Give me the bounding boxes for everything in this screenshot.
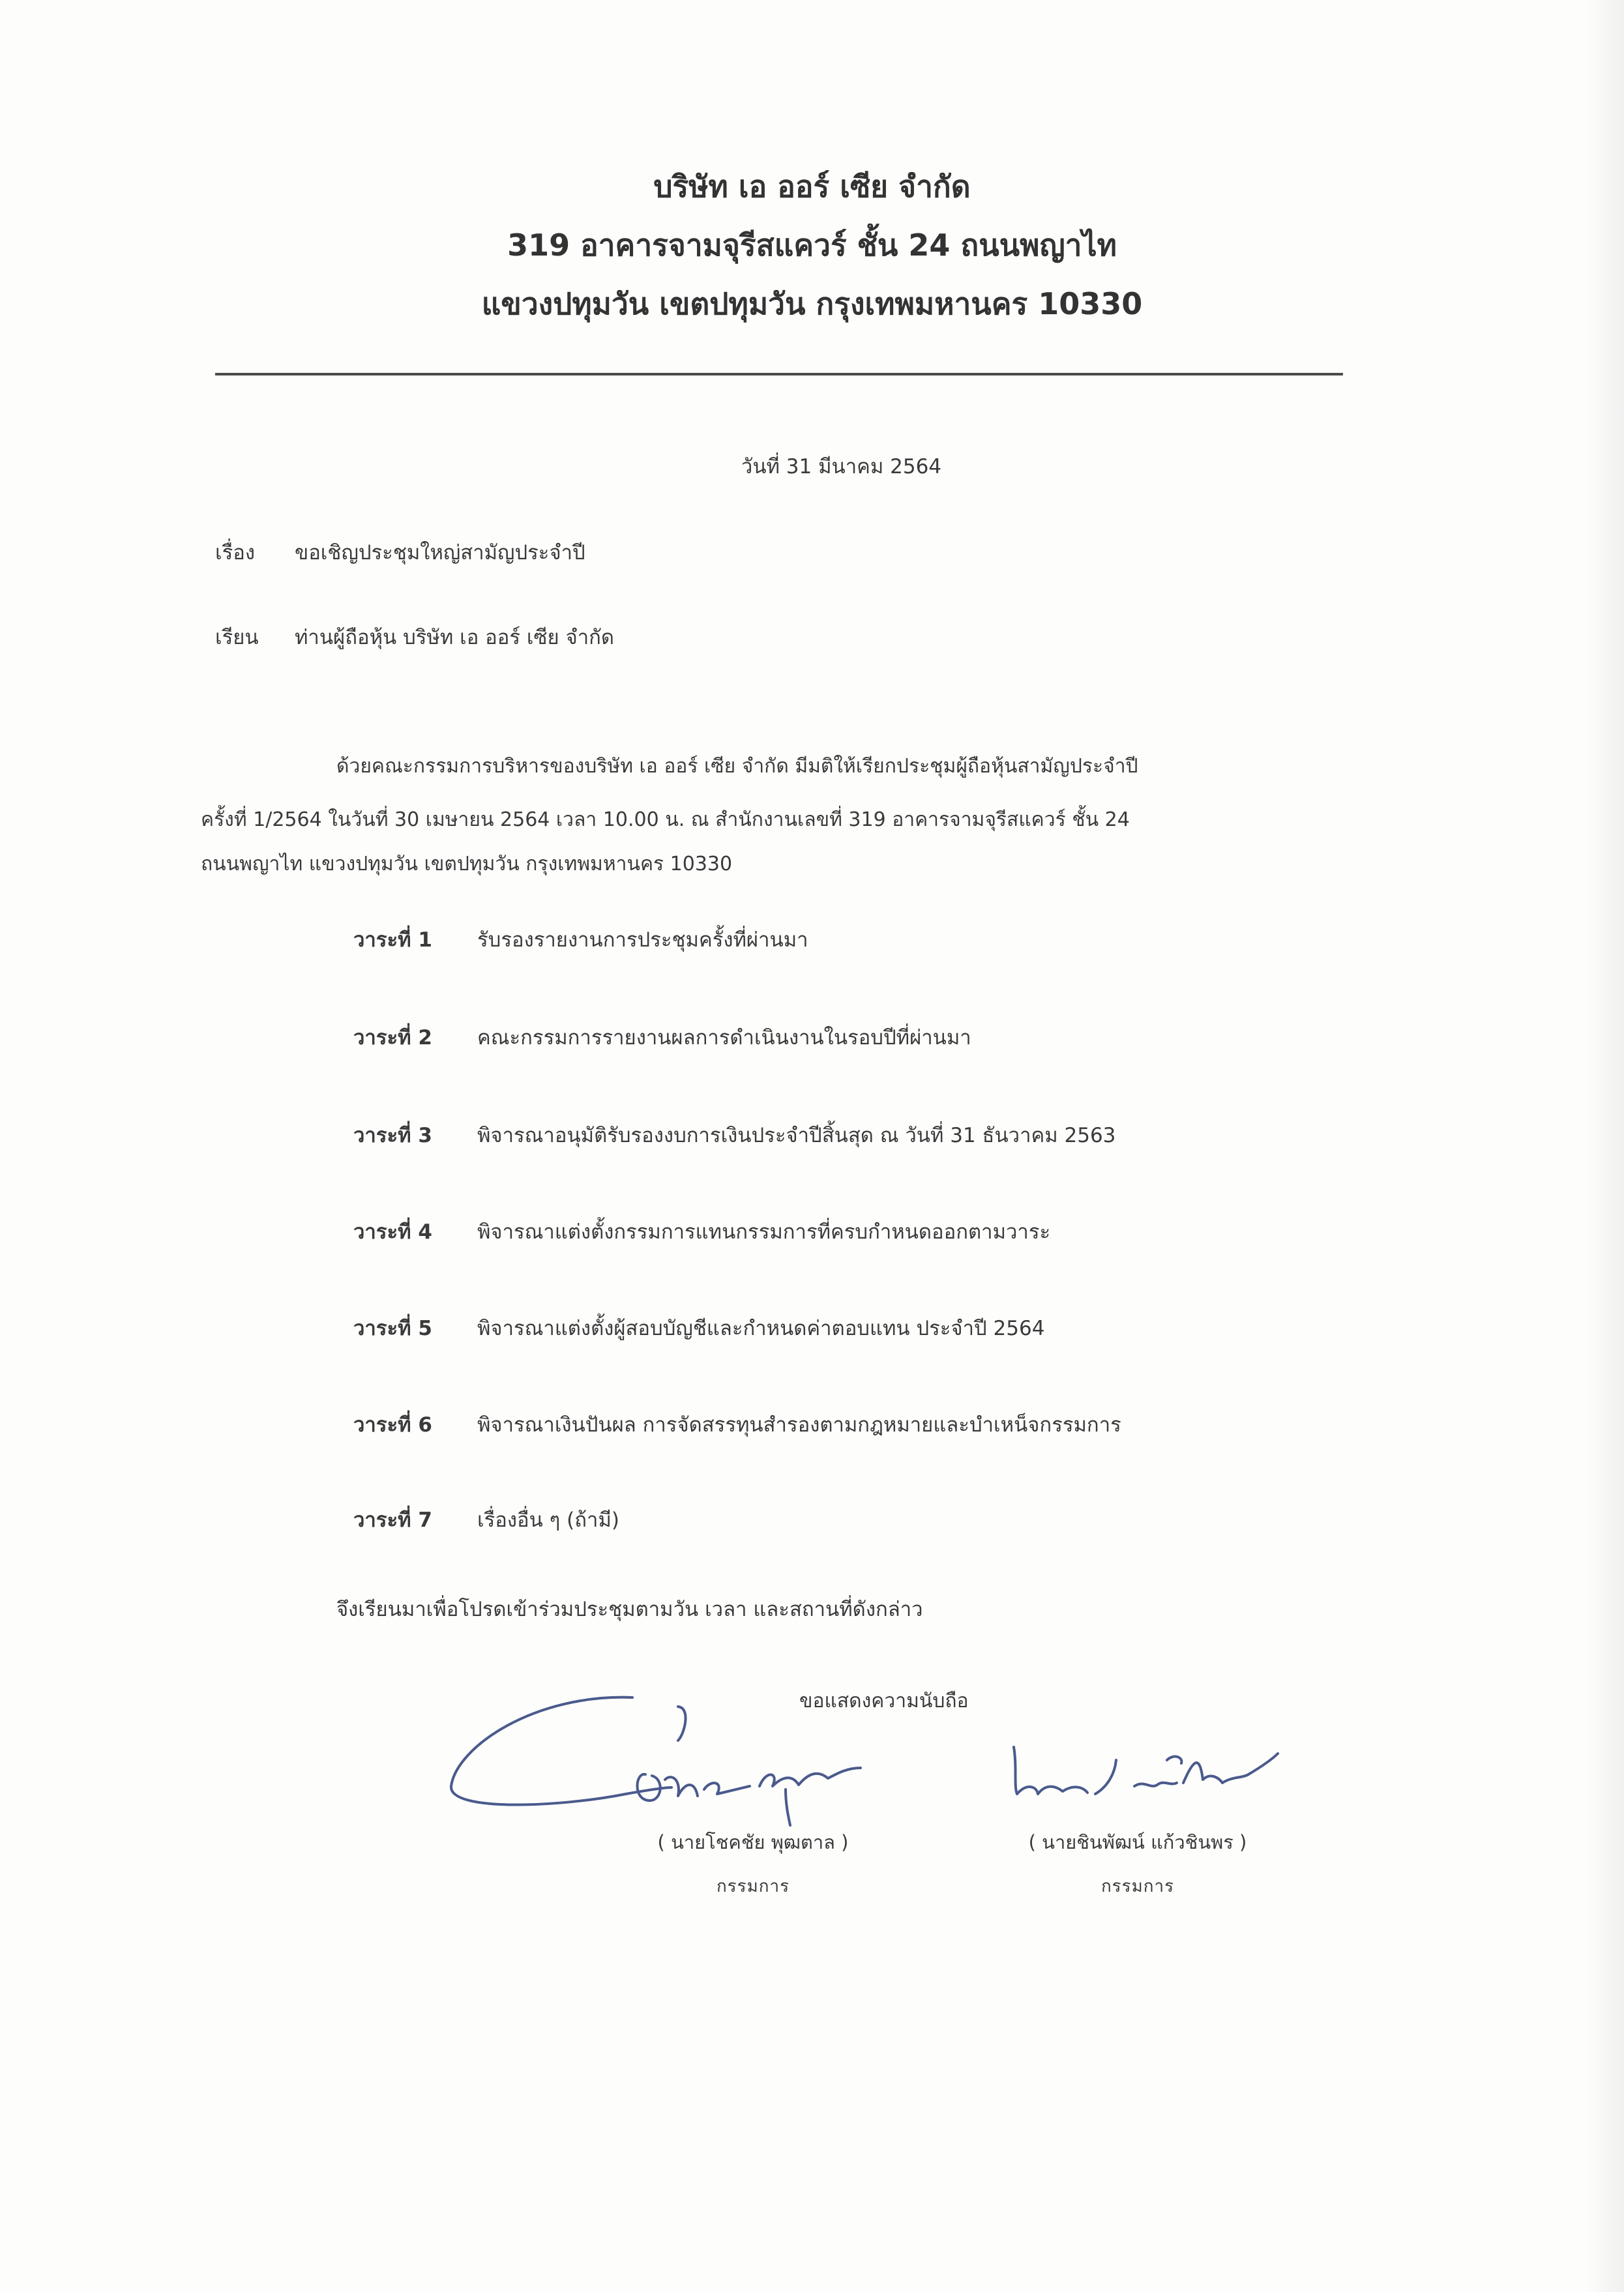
agenda-number: วาระที่ 2	[353, 1026, 432, 1050]
body-paragraph-line-1: ด้วยคณะกรรมการบริหารของบริษัท เอ ออร์ เซีย จำกัด มีมติให้เรียกประชุมผู้ถือหุ้นสามัญประจำปี	[336, 755, 1138, 778]
agenda-text: พิจารณาแต่งตั้งกรรมการแทนกรรมการที่ครบกำหนดออกตามวาระ	[477, 1220, 1051, 1244]
agenda-text: เรื่องอื่น ๆ (ถ้ามี)	[477, 1508, 619, 1532]
recipient-label: เรียน	[215, 626, 259, 649]
letter-date: วันที่ 31 มีนาคม 2564	[741, 455, 942, 478]
agenda-text: พิจารณาแต่งตั้งผู้สอบบัญชีและกำหนดค่าตอบแทน ประจำปี 2564	[477, 1317, 1045, 1340]
signatory-1-position: กรรมการ	[716, 1877, 790, 1896]
agenda-text: รับรองรายงานการประชุมครั้งที่ผ่านมา	[477, 928, 808, 952]
signature-1-image	[451, 1697, 861, 1825]
agenda-text: พิจารณาอนุมัติรับรองงบการเงินประจำปีสิ้นสุด ณ วันที่ 31 ธันวาคม 2563	[477, 1124, 1116, 1147]
agenda-number: วาระที่ 5	[353, 1317, 432, 1340]
agenda-number: วาระที่ 6	[353, 1413, 432, 1437]
body-paragraph-line-2: ครั้งที่ 1/2564 ในวันที่ 30 เมษายน 2564 เวลา 10.00 น. ณ สำนักงานเลขที่ 319 อาคารจามจุรีสแควร์ ชั้น 24	[201, 808, 1130, 831]
signature-2-image	[1014, 1747, 1278, 1794]
subject-label: เรื่อง	[215, 541, 256, 565]
closing-regards: ขอแสดงความนับถือ	[799, 1690, 969, 1712]
signatory-2-position: กรรมการ	[1100, 1877, 1175, 1896]
body-paragraph-line-3: ถนนพญาไท แขวงปทุมวัน เขตปทุมวัน กรุงเทพมหานคร 10330	[201, 853, 733, 875]
agenda-number: วาระที่ 7	[353, 1508, 432, 1532]
closing-sentence: จึงเรียนมาเพื่อโปรดเข้าร่วมประชุมตามวัน เวลา และสถานที่ดังกล่าว	[336, 1598, 923, 1621]
recipient-text: ท่านผู้ถือหุ้น บริษัท เอ ออร์ เซีย จำกัด	[295, 626, 615, 649]
agenda-number: วาระที่ 3	[353, 1124, 432, 1147]
agenda-number: วาระที่ 4	[353, 1220, 432, 1244]
agenda-text: พิจารณาเงินปันผล การจัดสรรทุนสำรองตามกฎหมายและบำเหน็จกรรมการ	[477, 1413, 1121, 1437]
signatory-2-name: ( นายชินพัฒน์ แก้วชินพร )	[1028, 1831, 1247, 1853]
subject-text: ขอเชิญประชุมใหญ่สามัญประจำปี	[295, 541, 585, 565]
company-address-line-1: 319 อาคารจามจุรีสแควร์ ชั้น 24 ถนนพญาไท	[507, 228, 1117, 263]
company-name: บริษัท เอ ออร์ เซีย จำกัด	[653, 169, 971, 204]
signatory-1-name: ( นายโชคชัย พุฒตาล )	[657, 1831, 849, 1853]
agenda-text: คณะกรรมการรายงานผลการดำเนินงานในรอบปีที่ผ่านมา	[477, 1026, 971, 1050]
company-address-line-2: แขวงปทุมวัน เขตปทุมวัน กรุงเทพมหานคร 10330	[481, 286, 1143, 321]
agenda-number: วาระที่ 1	[353, 928, 432, 952]
